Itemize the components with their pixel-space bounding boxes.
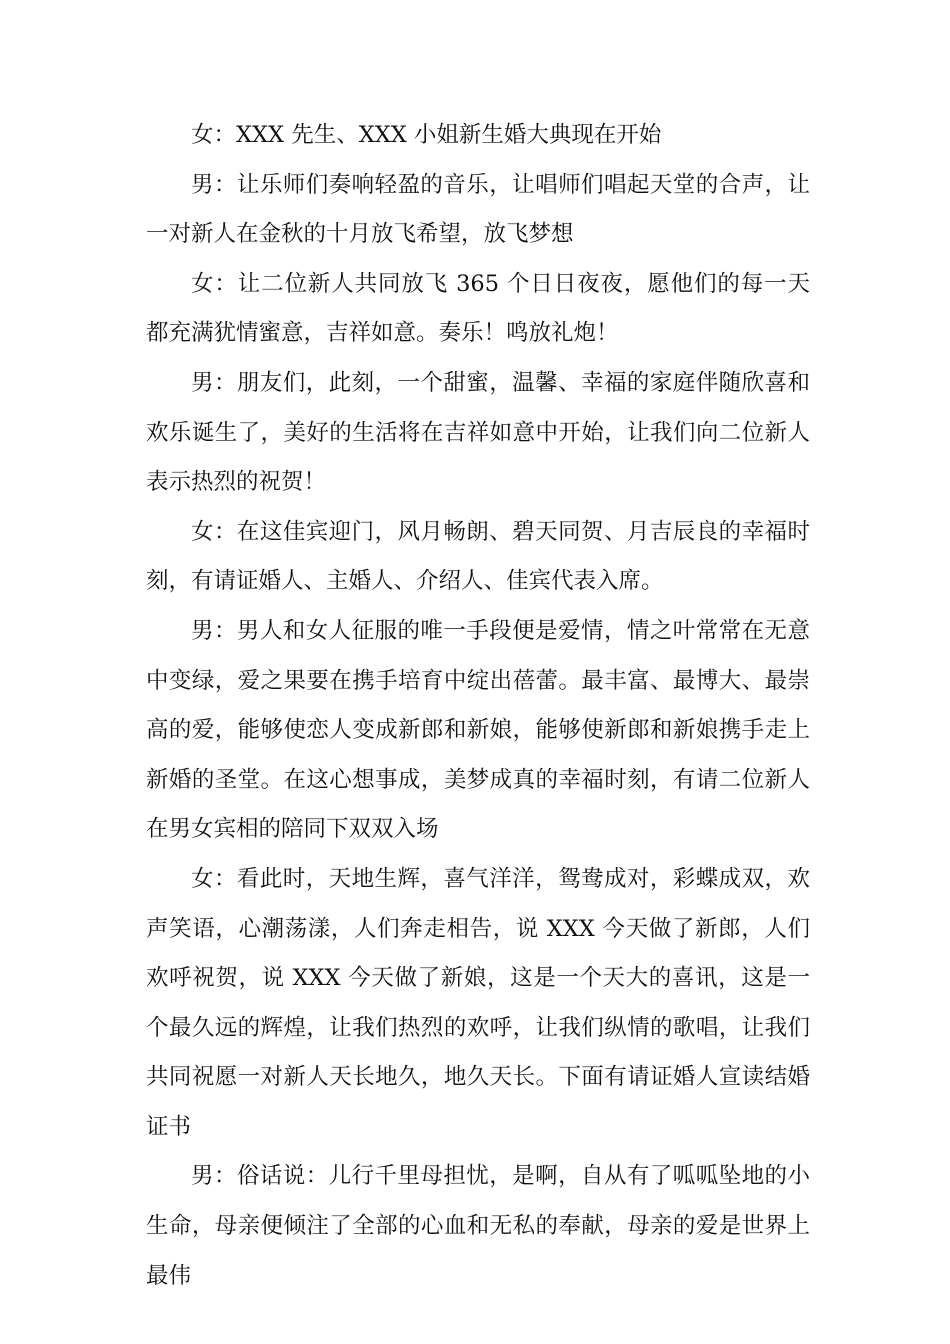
paragraph: 男：男人和女人征服的唯一手段便是爱情，情之叶常常在无意中变绿，爱之果要在携手培育中绽出蓓蕾。最丰富、最博大、最崇高的爱，能够使恋人变成新郎和新娘，能够使新郎和新娘携手走上新婚的圣堂。在这心想事成，美梦成真的幸福时刻，有请二位新人在男女宾相的陪同下双双入场 xyxy=(146,617,810,843)
paragraph: 女：XXX 先生、XXX 小姐新生婚大典现在开始 xyxy=(191,122,662,148)
document-body xyxy=(146,111,810,1301)
paragraph: 女：看此时，天地生辉，喜气洋洋，鸳鸯成对，彩蝶成双，欢声笑语，心潮荡漾，人们奔走相告，说 XXX 今天做了新郎，人们欢呼祝贺，说 XXX 今天做了新娘，这是一个天大的喜讯，这是一个最久远的辉煌，让我们热烈的欢呼，让我们纵情的歌唱，让我们共同祝愿一对新人天长地久，地久天长。下面有请证婚人宣读结婚证书 xyxy=(146,865,810,1140)
paragraph: 男：让乐师们奏响轻盈的音乐，让唱师们唱起天堂的合声，让一对新人在金秋的十月放飞希望，放飞梦想 xyxy=(146,171,810,248)
paragraph: 女：在这佳宾迎门，风月畅朗、碧天同贺、月吉辰良的幸福时刻，有请证婚人、主婚人、介绍人、佳宾代表入席。 xyxy=(146,518,810,595)
paragraph: 男：朋友们，此刻，一个甜蜜，温馨、幸福的家庭伴随欣喜和欢乐诞生了，美好的生活将在吉祥如意中开始，让我们向二位新人表示热烈的祝贺！ xyxy=(146,369,810,496)
paragraph: 女：让二位新人共同放飞 365 个日日夜夜，愿他们的每一天都充满犹情蜜意，吉祥如意。奏乐！鸣放礼炮！ xyxy=(146,270,810,347)
paragraph: 男：俗话说：儿行千里母担忧，是啊，自从有了呱呱坠地的小生命，母亲便倾注了全部的心血和无私的奉献，母亲的爱是世界上最伟 xyxy=(146,1163,810,1289)
